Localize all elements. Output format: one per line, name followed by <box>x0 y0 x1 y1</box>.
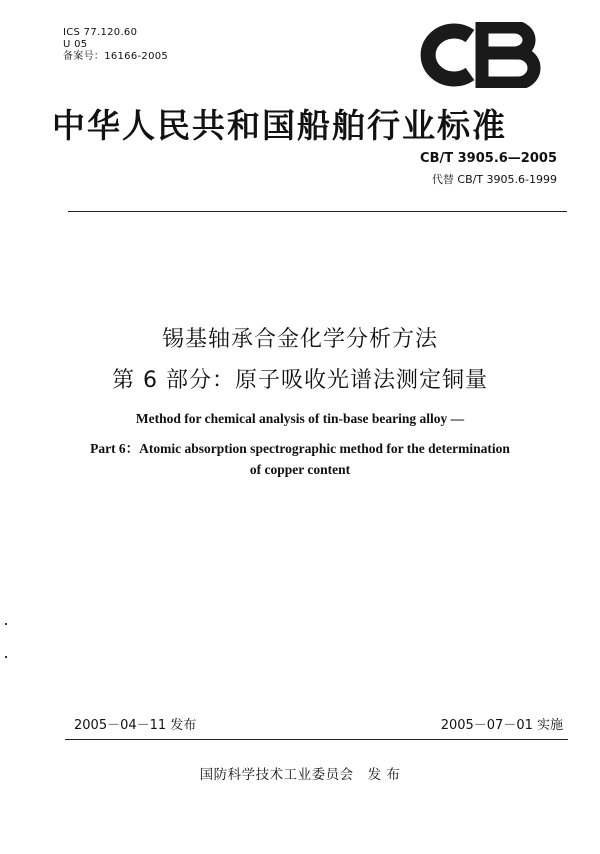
issuer: 国防科学技术工业委员会 发 布 <box>199 767 401 783</box>
replaces-standard: 代替 CB/T 3905.6-1999 <box>431 173 557 186</box>
ics-code: ICS 77.120.60 <box>63 27 138 38</box>
title-en-line3: of copper content <box>249 462 351 477</box>
record-number: 备案号：16166-2005 <box>63 51 169 62</box>
standard-number: CB/T 3905.6—2005 <box>420 151 557 166</box>
implementation-date: 2005－07－01 实施 <box>440 718 563 733</box>
top-divider <box>68 211 567 212</box>
title-cn-line1: 锡基轴承合金化学分析方法 <box>161 327 438 352</box>
scan-mark <box>5 623 7 625</box>
ccs-code: U 05 <box>63 39 88 50</box>
scan-mark <box>5 656 7 658</box>
bottom-divider <box>65 739 568 740</box>
issue-date: 2005－04－11 发布 <box>74 718 197 733</box>
cb-logo <box>412 22 542 88</box>
title-en-line2: Part 6：Atomic absorption spectrographic method for the determination <box>90 441 510 456</box>
title-cn-line2: 第 6 部分：原子吸收光谱法测定铜量 <box>112 368 488 393</box>
main-title: 中华人民共和国船舶行业标准 <box>52 106 507 145</box>
title-en-line1: Method for chemical analysis of tin-base bearing alloy — <box>135 411 465 426</box>
